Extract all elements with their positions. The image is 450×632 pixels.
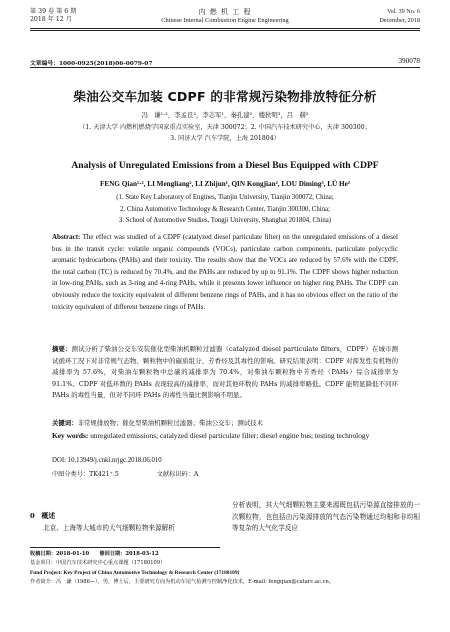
affiliation-en-line-3: 3. School of Automotive Studies, Tongji University, Shanghai 201804, China) — [118, 217, 332, 224]
header-journal-en: Chinese Internal Combustion Engine Engineering — [161, 17, 289, 24]
document-code: 文献标识码：A — [156, 471, 199, 478]
header-date-cn: 2018 年 12 月 — [30, 16, 72, 23]
doi: DOI: 10.13949/j.cnki.nrjgc.2018.06.010 — [52, 457, 162, 464]
header-journal-cn: 内 燃 机 工 程 — [198, 8, 252, 16]
keywords-cn — [52, 418, 398, 429]
body-text-left: 北京、上海等大城市的大气细颗粒物来源解析 — [43, 524, 175, 532]
footnote-author-info: 作者简介：冯 谦（1986—），男，博士后，主要研究方向为机动车尾气检测与控制净化技术，E-mail: fengqian@catarc.ac.cn。 — [30, 579, 335, 586]
footnote-rule — [30, 547, 220, 548]
header-volume-cn: 第 39 卷 第 6 期 — [30, 8, 77, 15]
affiliation-cn-line-2: 3. 同济大学 汽车学院，上海 201804） — [170, 135, 280, 142]
article-code: 390078 — [398, 57, 420, 65]
keywords-cn-text: 非常规排放物；催化型柴油机颗粒过滤器；柴油公交车；测试技术 — [77, 419, 263, 427]
abstract-cn-label: 摘要： — [52, 345, 72, 353]
abstract-en-label: Abstract: — [52, 233, 81, 241]
abstract-cn — [52, 344, 398, 402]
footnote-fund-cn: 基金项目：中国汽车技术研究中心重点课题（17180109） — [30, 560, 166, 567]
footnote-received: 收稿日期：2018-01-10 修回日期：2018-03-12 — [30, 551, 159, 557]
clc-number: 中图分类号：TK421⁺.5 — [52, 471, 119, 478]
keywords-en-text: unregulated emissions; catalyzed diesel particulate filter; diesel engine bus; testing technology — [88, 431, 370, 440]
section-heading: 0 概述 — [30, 512, 56, 520]
authors-cn: 冯 谦¹·²，李孟良²，李志军¹，秦孔建²，楼狄明³，吕 赫² — [141, 111, 309, 119]
authors-en: FENG Qian¹·², LI Mengliang², LI Zhijun¹, QIN Kongjian², LOU Diming³, LÜ He² — [100, 180, 350, 188]
classification-line — [52, 469, 398, 478]
header-date-en: December, 2018 — [379, 17, 420, 24]
affiliation-en-line-1: (1. State Key Laboratory of Engines, Tianjin University, Tianjin 300072, China; — [116, 194, 334, 201]
abstract-en — [52, 232, 398, 313]
title-cn: 柴油公交车加装 CDPF 的非常规污染物排放特征分析 — [73, 89, 377, 104]
keywords-en — [52, 430, 398, 442]
header-rule-bottom — [30, 30, 420, 31]
abstract-en-text: The effect was studied of a CDPF (catalyzed diesel particulate filter) on the unregulated emissions of a diesel bus in the transit cycle: volatile organic compounds (VOCs), particulate carbon components, particulate polycyclic aromatic hydrocarbons (PAHs) and their toxicity. The results show that the VOCs are reduced by 57.6% with the CDPF, the total carbon (TC) is reduced by 70.4%, and the PAHs are reduced by up to 91.1%. The CDPF shows higher reduction in low-ring PAHs, such as 3-ring and 4-ring PAHs, while it presents lower influence on higher ring PAHs. The CDPF can obviously reduce the toxicity equivalent of different benzene rings of PAHs, and it has no obvious effect on the ratio of the toxicity equivalent of different benzene rings of PAHs. — [52, 233, 398, 311]
header-rule-top — [30, 28, 420, 29]
article-rule — [30, 67, 420, 68]
footnotes — [30, 550, 425, 588]
header-volume-en: Vol. 39 No. 6 — [386, 8, 420, 15]
body-text-right: 分析表明，其大气细颗粒物主要来源既包括污染源直接排放的一次颗粒物，也包括由污染源排放的气态污染物通过均相和非均相等复杂的大气化学反应 — [232, 501, 420, 532]
title-en: Analysis of Unregulated Emissions from a Diesel Bus Equipped with CDPF — [71, 160, 379, 171]
affiliation-en-line-2: 2. China Automotive Technology & Research Center, Tianjin 300300, China; — [120, 205, 330, 213]
abstract-cn-text: 测试分析了柴油公交车安装催化型柴油机颗粒过滤器（catalyzed diesel particulate filters，CDPF）在城市测试循环工况下对非常规气态物、颗粒物中的碳质组分、芳香烃及其毒性的影响。研究结果表明：CDPF 对挥发性有机物的减排率为 57.6%，对柴油车颗粒物中总碳的减排率为 70.4%，对柴油车颗粒物中芳香烃（PAHs）综合减排率为 91.1%。CDPF 对低环数的 PAHs 表现较高的减排率，而对其他环数的 PAHs 的减排率略低。CDPF 能明显降低不同环 PAHs 的毒性当量，但对不同环 PAHs 的毒性当量比例影响不明显。 — [52, 345, 399, 400]
affiliation-cn-line-1: （1. 天津大学 内燃机燃烧学国家重点实验室，天津 300072；2. 中国汽车技术研究中心，天津 300300； — [79, 124, 371, 131]
keywords-en-label: Key words: — [52, 431, 89, 440]
keywords-cn-label: 关键词： — [52, 419, 78, 427]
affiliations-en — [0, 192, 450, 227]
footnote-fund-en: Fund Project: Key Project of China Automotive Technology & Research Center (17180109) — [30, 569, 240, 576]
article-number: 文章编号：1000-0925(2018)06-0079-07 — [30, 61, 153, 67]
